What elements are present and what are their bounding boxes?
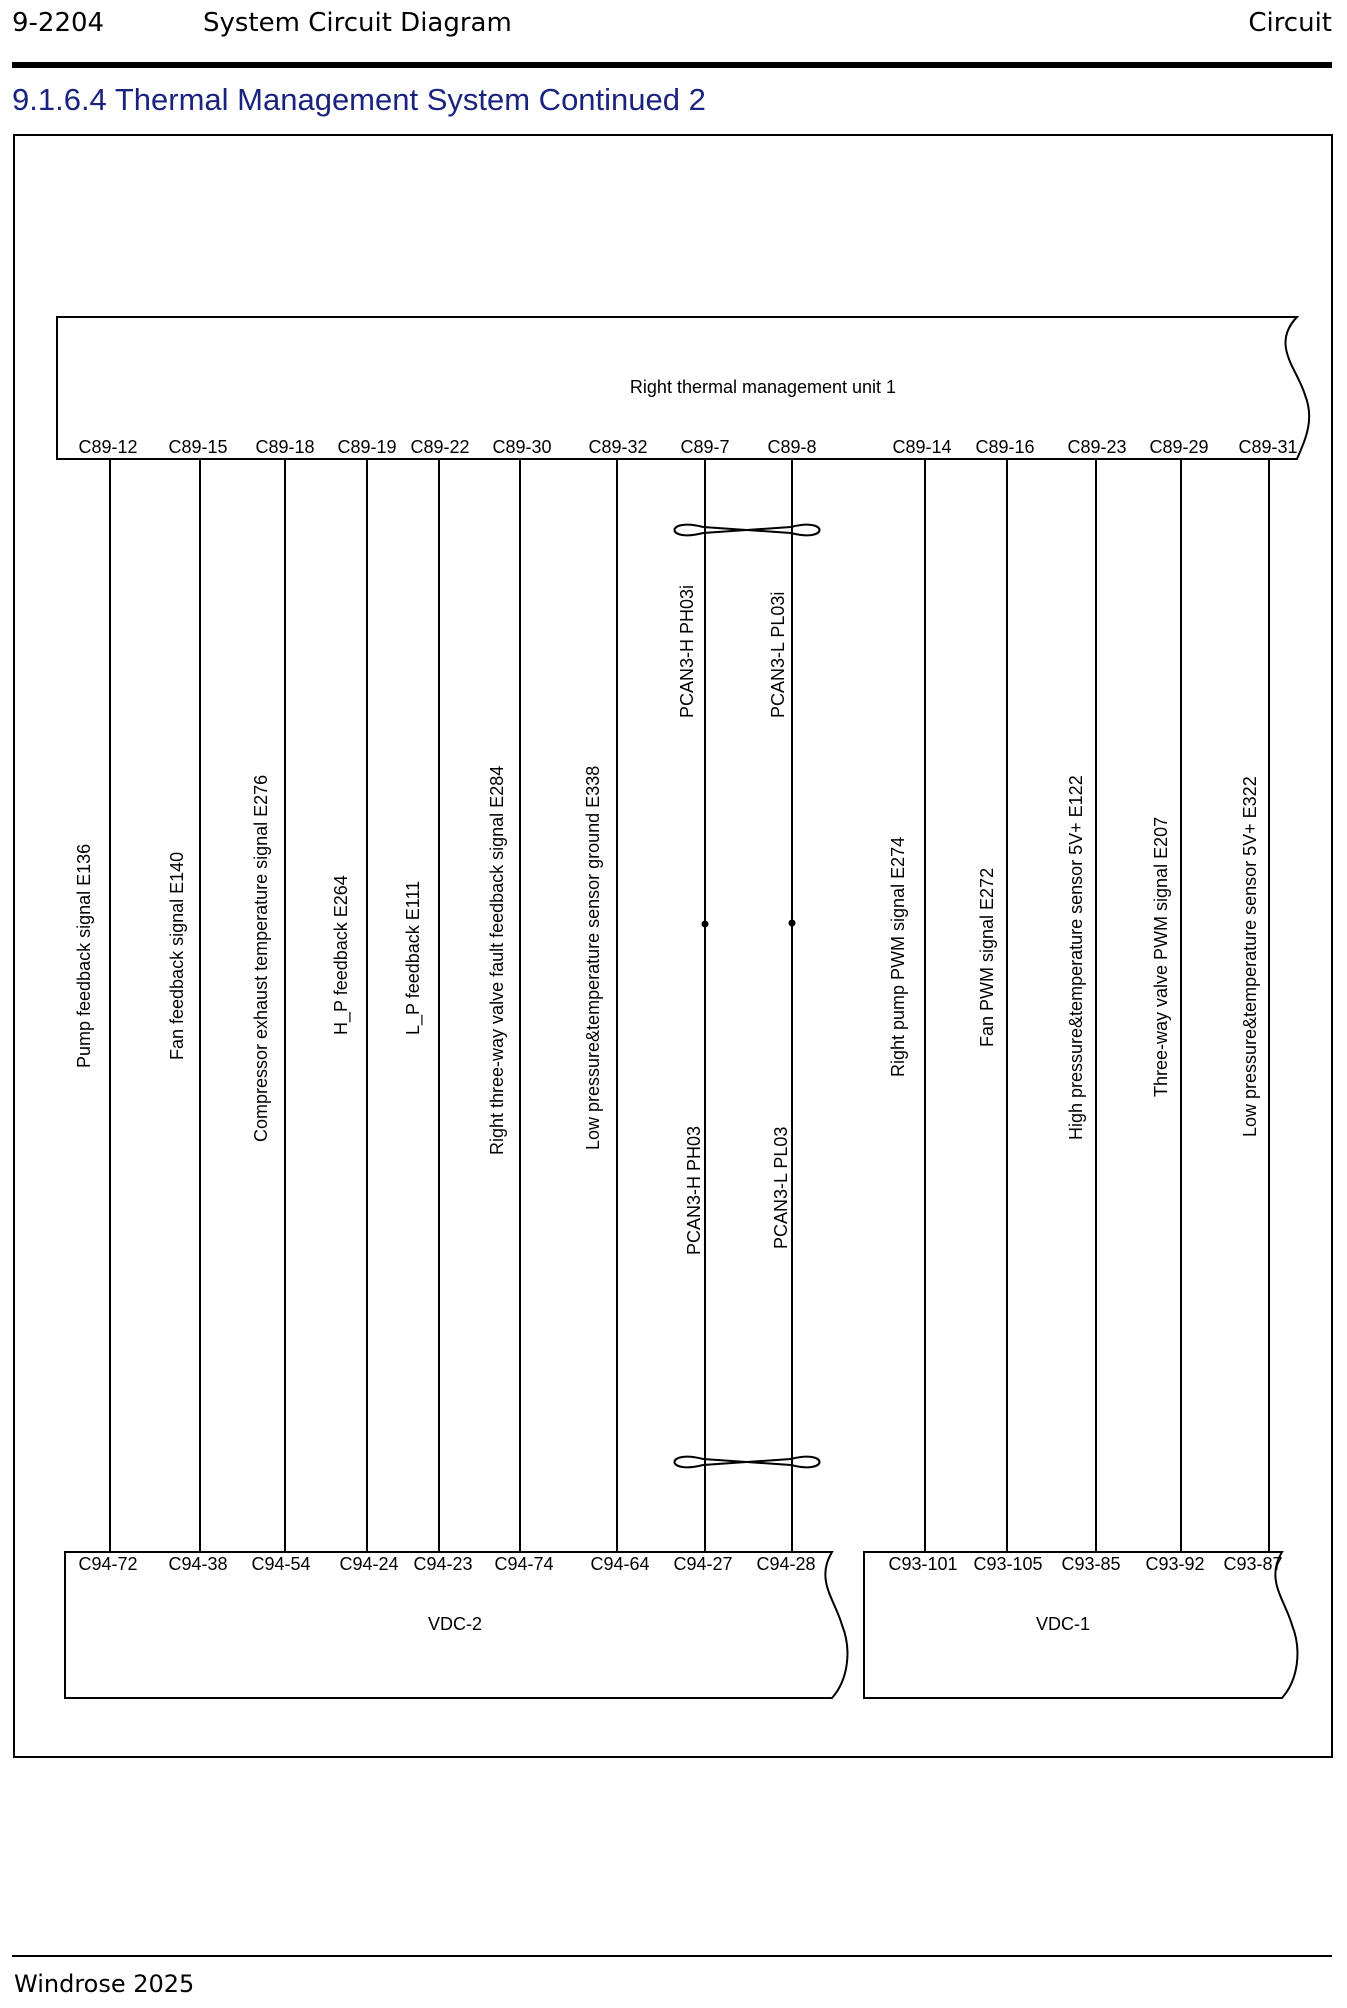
bottom-pin-label: C93-101 [888, 1554, 958, 1574]
twisted-pair-bottom [675, 1457, 820, 1468]
bottom-pin-label: C94-23 [413, 1554, 473, 1574]
signal-label: Fan feedback signal E140 [167, 851, 187, 1060]
signal-label: Pump feedback signal E136 [74, 843, 94, 1068]
bottom-pin-label: C94-64 [590, 1554, 650, 1574]
top-pin-label: C89-29 [1149, 437, 1209, 457]
header-section: Circuit [1248, 8, 1332, 38]
top-pin-label: C89-19 [337, 437, 397, 457]
top-pin-label: C89-7 [680, 437, 730, 457]
top-pin-label: C89-22 [410, 437, 470, 457]
signal-label: High pressure&temperature sensor 5V+ E122 [1066, 775, 1086, 1140]
vdc1-label: VDC-1 [1035, 1614, 1091, 1634]
top-pin-label: C89-30 [492, 437, 552, 457]
signal-label-lower: PCAN3-H PH03 [684, 1125, 704, 1255]
signal-label: L_P feedback E111 [403, 880, 423, 1035]
footer-text: Windrose 2025 [14, 1970, 195, 1998]
bottom-pin-label: C94-74 [494, 1554, 554, 1574]
signal-label: Right pump PWM signal E274 [888, 836, 908, 1077]
bottom-pin-label: C94-72 [78, 1554, 138, 1574]
page-number: 9-2204 [12, 8, 105, 38]
top-pin-label: C89-14 [892, 437, 952, 457]
signal-label: Right three-way valve fault feedback signal E284 [487, 765, 507, 1155]
signal-label: Compressor exhaust temperature signal E276 [251, 774, 271, 1142]
top-pin-label: C89-23 [1067, 437, 1127, 457]
signal-label: H_P feedback E264 [331, 875, 351, 1035]
bottom-pin-label: C93-87 [1223, 1554, 1283, 1574]
signal-label-lower: PCAN3-L PL03 [771, 1126, 791, 1249]
bottom-pin-label: C94-28 [756, 1554, 816, 1574]
signal-label: Fan PWM signal E272 [977, 867, 997, 1047]
signal-label: Low pressure&temperature sensor 5V+ E322 [1240, 776, 1260, 1137]
bottom-pin-label: C93-105 [973, 1554, 1043, 1574]
bottom-pin-label: C93-92 [1145, 1554, 1205, 1574]
bottom-pin-label: C93-85 [1061, 1554, 1121, 1574]
top-pin-label: C89-12 [78, 437, 138, 457]
top-pin-label: C89-8 [767, 437, 817, 457]
twisted-pair-top [675, 525, 820, 536]
bottom-pin-label: C94-27 [673, 1554, 733, 1574]
signal-label: PCAN3-H PH03i [677, 584, 697, 718]
signal-label: Low pressure&temperature sensor ground E338 [583, 765, 603, 1150]
header-title: System Circuit Diagram [203, 8, 512, 38]
signal-label: Three-way valve PWM signal E207 [1151, 816, 1171, 1097]
vdc2-label: VDC-2 [427, 1614, 483, 1634]
top-pin-label: C89-18 [255, 437, 315, 457]
bottom-pin-label: C94-54 [251, 1554, 311, 1574]
bottom-pin-label: C94-38 [168, 1554, 228, 1574]
signal-label: PCAN3-L PL03i [768, 591, 788, 718]
top-pin-label: C89-15 [168, 437, 228, 457]
top-pin-label: C89-32 [588, 437, 648, 457]
top-pin-label: C89-31 [1238, 437, 1298, 457]
bottom-pin-label: C94-24 [339, 1554, 399, 1574]
footer-rule [12, 1955, 1332, 1957]
section-heading: 9.1.6.4 Thermal Management System Continued 2 [12, 82, 706, 117]
top-unit-label: Right thermal management unit 1 [629, 377, 897, 397]
top-pin-label: C89-16 [975, 437, 1035, 457]
